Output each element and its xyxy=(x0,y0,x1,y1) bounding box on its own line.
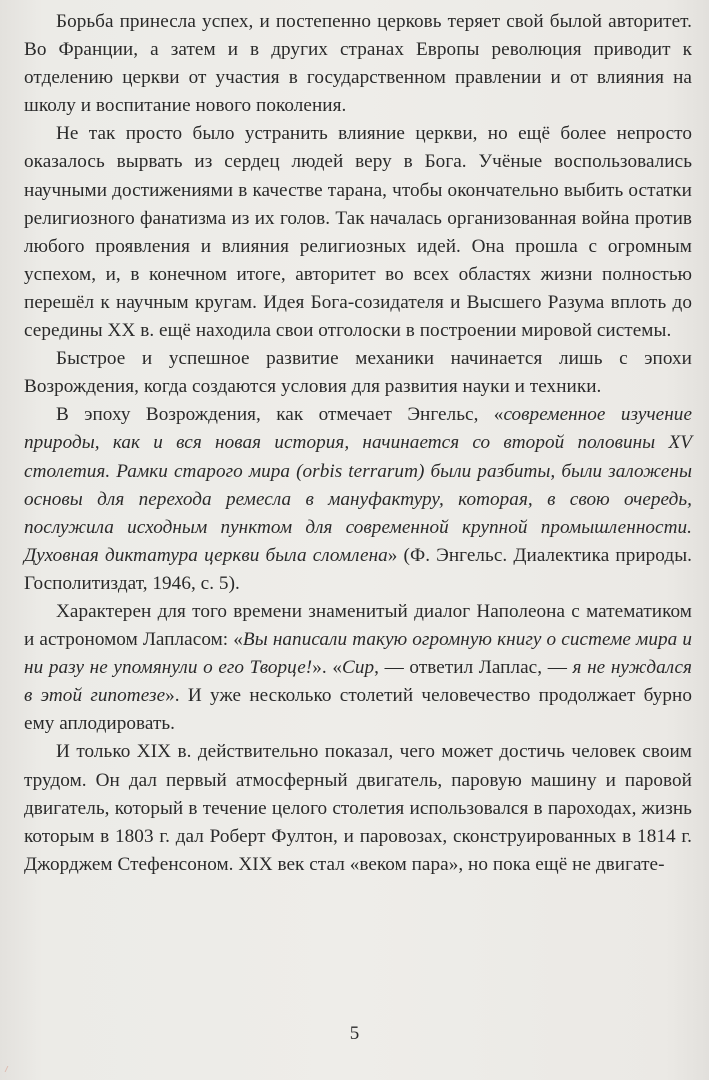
paragraph-6-text: И только XIX в. действительно показал, чего может достичь человек своим трудом. Он дал первый атмосферный двигатель, паровую машину и паровой двигатель, который в течение целого столетия использовался в пароходах, жизнь которым в 1803 г. дал Роберт Фултон, и паровозах, сконструированных в 1814 г. Джорджем Стефенсоном. XIX век стал «веком пара», но пока ещё не двигате- xyxy=(24,741,692,875)
quote-separator: ». « xyxy=(312,657,342,679)
page-number: 5 xyxy=(349,1023,360,1044)
scan-mark xyxy=(5,1066,14,1072)
paragraph-5 xyxy=(24,598,692,738)
paragraph-4 xyxy=(24,401,692,598)
napoleon-quote: Вы написали такую огромную книгу о системе мира и ни разу не упомянули о его Творце! xyxy=(24,629,692,679)
laplace-attribution: , — ответил Лаплас, — xyxy=(374,657,573,679)
laplace-quote: я не нуждался в этой гипотезе xyxy=(24,657,692,707)
laplace-address: Сир xyxy=(342,657,375,679)
paragraph-5-ending: ». И уже несколько столетий человечество продолжает бурно ему аплодировать. xyxy=(24,685,693,735)
engels-citation: » (Ф. Энгельс. Диалектика природы. Госполитиздат, 1946, с. 5). xyxy=(24,544,692,594)
engels-quote: современное изучение природы, как и вся новая история, начинается со второй половины XV столетия. Рамки старого мира (orbis terrarum) были разбиты, были заложены основы для перехода ремесла в мануфактуру, которая, в свою очередь, послужила исходным пунктом для современной крупной промышленности. Духовная диктатура церкви была сломлена xyxy=(24,404,693,566)
paragraph-3-text: Быстрое и успешное развитие механики начинается лишь с эпохи Возрождения, когда создаются условия для развития науки и техники. xyxy=(24,348,692,398)
body-text xyxy=(24,8,692,879)
paragraph-5-intro: Характерен для того времени знаменитый диалог Наполеона с математиком и астрономом Лапласом: « xyxy=(24,600,692,651)
paragraph-2-text: Не так просто было устранить влияние церкви, но ещё более непросто оказалось вырвать из сердец людей веру в Бога. Учёные воспользовались научными достижениями в качестве тарана, чтобы окончательно выбить остатки религиозного фанатизма из их голов. Так началась организованная война против любого проявления и влияния религиозных идей. Она прошла с огромным успехом, и, в конечном итоге, авторитет во всех областях жизни полностью перешёл к научным кругам. Идея Бога-созидателя и Высшего Разума вплоть до середины XX в. ещё находила свои отголоски в построении мировой системы. xyxy=(24,123,692,342)
paragraph-6 xyxy=(24,738,692,878)
paragraph-2 xyxy=(24,120,692,345)
paragraph-4-intro: В эпоху Возрождения, как отмечает Энгельс, « xyxy=(56,404,504,426)
paragraph-1 xyxy=(24,8,692,120)
paragraph-3 xyxy=(24,345,692,401)
paragraph-1-text: Борьба принесла успех, и постепенно церковь теряет свой былой авторитет. Во Франции, а затем и в других странах Европы революция приводит к отделению церкви от участия в государственном правлении и от влияния на школу и воспитание нового поколения. xyxy=(24,11,692,117)
